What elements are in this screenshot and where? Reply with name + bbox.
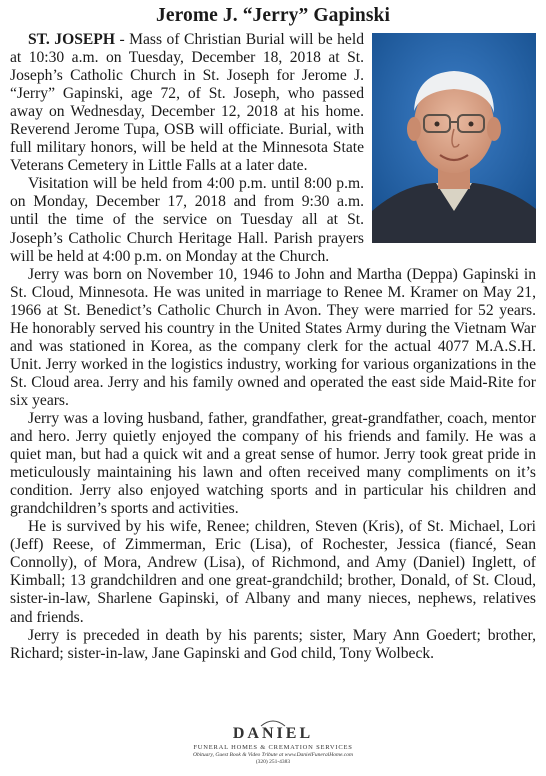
funeral-home-name: DANIEL: [232, 725, 314, 742]
obituary-headline: Jerome J. “Jerry” Gapinski: [155, 5, 391, 26]
paragraph-biography: Jerry was born on November 10, 1946 to John and Martha (Deppa) Gapinski in St. Cloud, Minnesota. He was united in marriage to Renee M. Kramer on May 21, 1966 at St. Benedict’s Catholic Church in Avon. They were married for 52 years. He honorably served his country in the United States Army during the Vietnam War and was stationed in Korea, as the company clerk for the actual 4077 M.A.S.H. Unit. Jerry worked in the logistics industry, working for various organizations in the St. Cloud area. Jerry and his family owned and operated the east side Maid-Rite for six years.: [10, 265, 536, 409]
paragraph-service: ST. JOSEPH - Mass of Christian Burial will be held at 10:30 a.m. on Tuesday, December 18, 2018 at St. Joseph’s Catholic Church in St. Joseph for Jerome J. “Jerry” Gapinski, age 72, of St. Joseph, who passed away on Wednesday, December 12, 2018 at his home. Reverend Jerome Tupa, OSB will officiate. Burial, with full military honors, will be held at the Minnesota State Veterans Cemetery in Little Falls at a later date.: [10, 31, 364, 175]
paragraph-preceded: Jerry is preceded in death by his parents; sister, Mary Ann Goedert; brother, Richard; sister-in-law, Jane Gapinski and God child, Tony Wolbeck.: [10, 626, 536, 662]
paragraph-visitation: Visitation will be held from 4:00 p.m. until 8:00 p.m. on Monday, December 17, 2018 and from 9:30 a.m. until the time of the service on Tuesday all at St. Joseph’s Catholic Church Heritage Hall. Parish prayers will be held at 4:00 p.m. on Monday at the Church.: [10, 175, 364, 265]
paragraph-personality: Jerry was a loving husband, father, grandfather, great-grandfather, coach, mentor and hero. Jerry quietly enjoyed the company of his friends and family. He was a quiet man, but had a quick wit and a great sense of humor. Jerry took great pride in meticulously maintaining his lawn and often received many compliments on it’s condition. Jerry also enjoyed watching sports and in particular his children and grandchildren’s sports and activities.: [10, 409, 536, 518]
funeral-home-logo: [0, 718, 546, 765]
funeral-home-phone: (320) 251-4383: [255, 759, 291, 765]
portrait-photo: [372, 33, 536, 243]
funeral-home-subtitle: FUNERAL HOMES & CREMATION SERVICES: [193, 744, 353, 751]
dateline: ST. JOSEPH: [28, 31, 115, 48]
portrait-icon: [372, 33, 536, 243]
obituary-body: [10, 31, 536, 663]
funeral-home-note: Obituary, Guest Book & Video Tribute at www.DanielFuneralHome.com: [193, 752, 353, 758]
paragraph-survivors: He is survived by his wife, Renee; children, Steven (Kris), of St. Michael, Lori (Jeff) Reese, of Zimmerman, Eric (Lisa), of Rochester, Jessica (fiancé, Sean Connolly), of Mora, Andrew (Lisa), of Richmond, and Amy (Daniel) Inglett, of Kimball; 13 grandchildren and one great-grandchild; brother, Donald, of St. Cloud, sister-in-law, Sharlene Gapinski, of Albany and many nieces, nephews, relatives and friends.: [10, 518, 536, 626]
